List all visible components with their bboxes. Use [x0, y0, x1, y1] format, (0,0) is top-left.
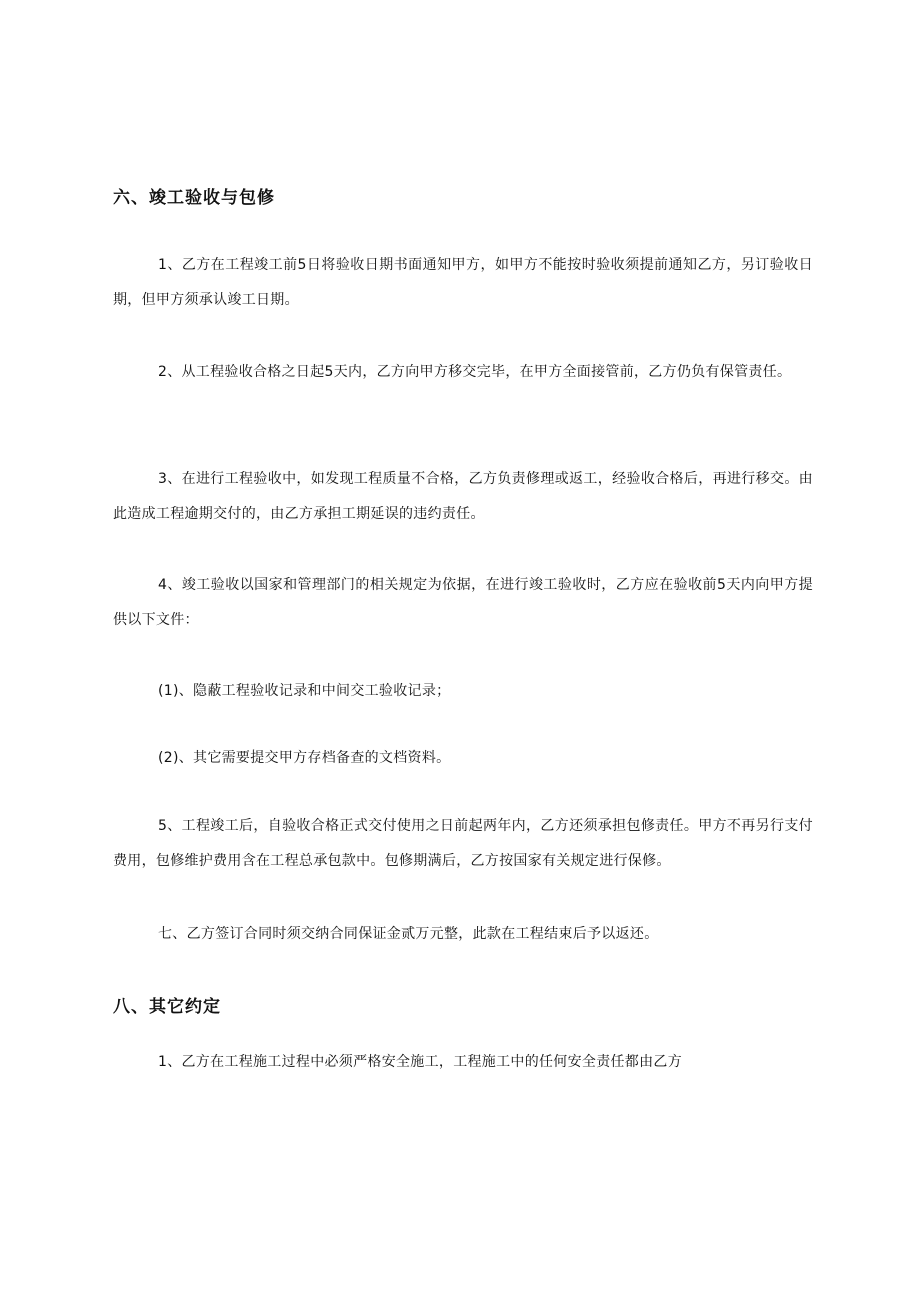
section-6-item-3: 3、在进行工程验收中，如发现工程质量不合格，乙方负责修理或返工，经验收合格后，再进行移交。由此造成工程逾期交付的，由乙方承担工期延误的违约责任。	[113, 471, 813, 522]
section-8-item-1: 1、乙方在工程施工过程中必须严格安全施工，工程施工中的任何安全责任都由乙方	[158, 1054, 683, 1070]
section-6-item-4-sub-2: (2)、其它需要提交甲方存档备查的文档资料。	[158, 750, 451, 766]
section-6-item-1: 1、乙方在工程竣工前5日将验收日期书面通知甲方，如甲方不能按时验收须提前通知乙方，另订验收日期，但甲方须承认竣工日期。	[113, 257, 813, 308]
section-6-heading: 六、竣工验收与包修	[113, 188, 275, 208]
section-6-item-4: 4、竣工验收以国家和管理部门的相关规定为依据，在进行竣工验收时，乙方应在验收前5天内向甲方提供以下文件：	[113, 577, 813, 628]
section-6-item-5: 5、工程竣工后，自验收合格正式交付使用之日前起两年内，乙方还须承担包修责任。甲方不再另行支付费用，包修维护费用含在工程总承包款中。包修期满后，乙方按国家有关规定进行保修。	[113, 818, 813, 869]
section-7-text: 七、乙方签订合同时须交纳合同保证金贰万元整，此款在工程结束后予以返还。	[158, 926, 659, 942]
section-6-item-4-sub-1: (1)、隐蔽工程验收记录和中间交工验收记录；	[158, 683, 451, 699]
section-8-heading: 八、其它约定	[113, 997, 221, 1017]
section-6-item-2: 2、从工程验收合格之日起5天内，乙方向甲方移交完毕，在甲方全面接管前，乙方仍负有保管责任。	[158, 364, 792, 380]
